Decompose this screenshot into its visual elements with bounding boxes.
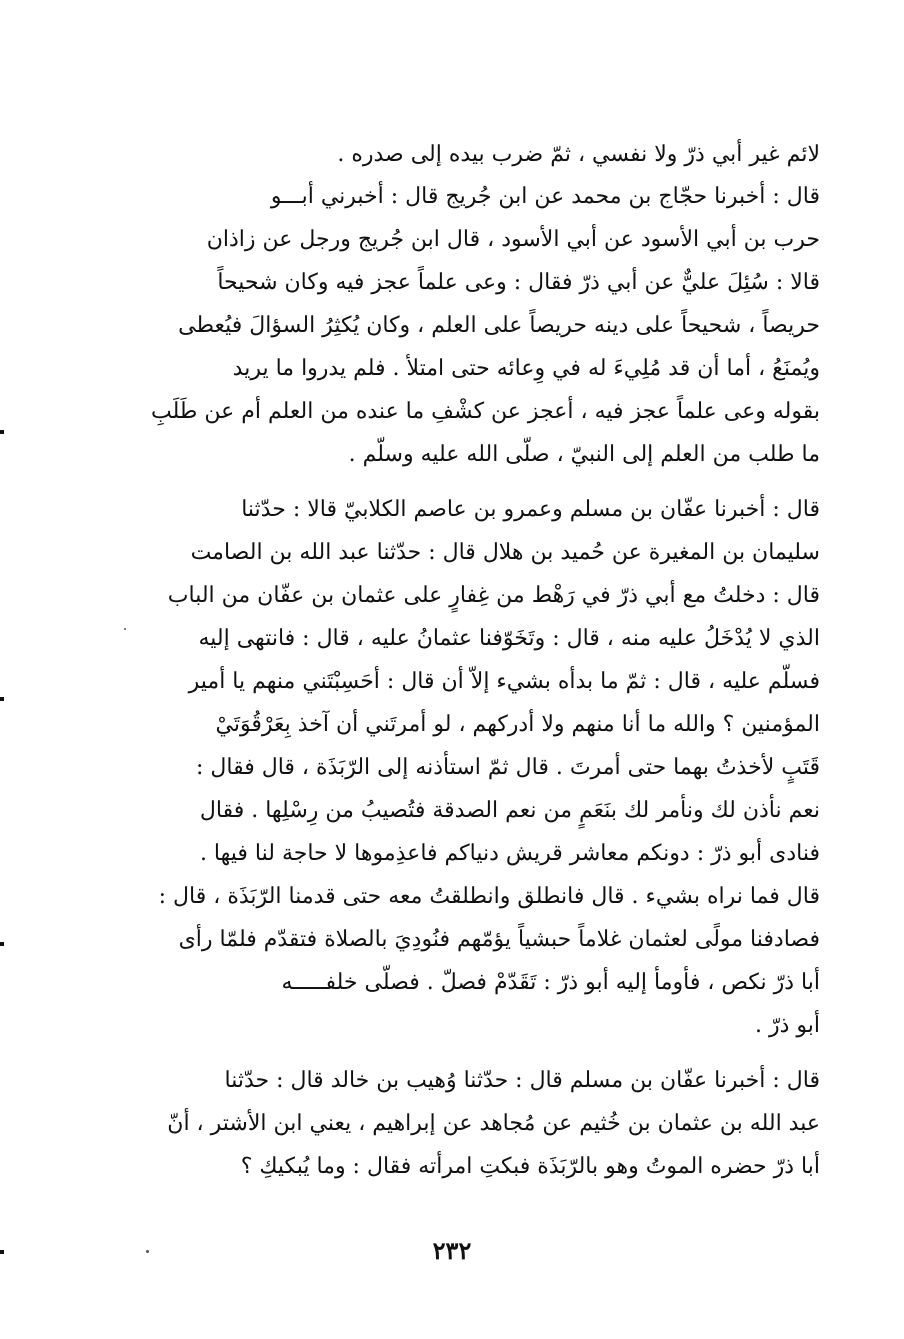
text-line: فنادى أبو ذرّ : دونكم معاشر قريش دنياكم فاعذِموها لا حاجة لنا فيها . <box>199 841 820 866</box>
text-line: قالا : سُئِلَ عليٌّ عن أبي ذرّ فقال : وعى علماً عجز فيه وكان شحيحاً <box>217 270 820 295</box>
text-line: حرب بن أبي الأسود عن أبي الأسود ، قال ابن جُريج ورجل عن زاذان <box>206 227 820 252</box>
print-speck <box>124 628 126 630</box>
text-line: قال : أخبرنا حجّاج بن محمد عن ابن جُريج قال : أخبرني أبـــو <box>270 184 820 209</box>
text-line: أبا ذرّ نكص ، فأومأ إليه أبو ذرّ : تَقَدّمْ فصلّ . فصلّى خلفـــــه <box>281 970 820 995</box>
text-line: فسلّم عليه ، قال : ثمّ ما بدأه بشيء إلاّ أن قال : أحَسِبْتَني منهم يا أمير <box>188 669 820 694</box>
text-line: قال : أخبرنا عفّان بن مسلم وعمرو بن عاصم الكلابيّ قالا : حدّثنا <box>241 497 820 522</box>
text-line: الذي لا يُدْخَلُ عليه منه ، قال : وتَخَوّفنا عثمانُ عليه ، قال : فانتهى إليه <box>198 626 820 651</box>
text-line: عبد الله بن عثمان بن خُثيم عن مُجاهد عن إبراهيم ، يعني ابن الأشتر ، أنّ <box>167 1111 820 1136</box>
text-line: قَتَبٍ لأخذتُ بهما حتى أمرتَ . قال ثمّ استأذنه إلى الرّبَذَة ، قال فقال : <box>196 755 820 780</box>
text-line: فصادفنا مولًى لعثمان غلاماً حبشياً يؤمّهم فنُودِيَ بالصلاة فتقدّم فلمّا رأى <box>178 927 820 952</box>
page-number: ٢٣٢ <box>432 1236 472 1265</box>
print-speck <box>146 1250 149 1253</box>
text-line: أبو ذرّ . <box>754 1013 820 1038</box>
text-line: نعم نأذن لك ونأمر لك بنَعَمٍ من نعم الصدقة فتُصيبُ من رِسْلِها . فقال <box>199 798 820 823</box>
text-line: ويُمنَعُ ، أما أن قد مُلِيءَ له في وِعائه حتى امتلأ . فلم يدروا ما يريد <box>232 356 820 381</box>
text-line: لائم غير أبي ذرّ ولا نفسي ، ثمّ ضرب بيده إلى صدره . <box>337 142 820 167</box>
text-line: أبا ذرّ حضره الموتُ وهو بالرّبَذَة فبكتِ امرأته فقال : وما يُبكيكِ ؟ <box>240 1154 820 1179</box>
margin-mark <box>0 697 4 701</box>
text-line: ما طلب من العلم إلى النبيّ ، صلّى الله عليه وسلّم . <box>348 442 820 467</box>
text-line: قال : دخلتُ مع أبي ذرّ في رَهْط من غِفارٍ على عثمان بن عفّان من الباب <box>167 583 820 608</box>
text-line: حريصاً ، شحيحاً على دينه حريصاً على العلم ، وكان يُكثِرُ السؤالَ فيُعطى <box>178 313 820 338</box>
margin-mark <box>0 1250 4 1254</box>
text-line: قال فما نراه بشيء . قال فانطلق وانطلقتُ معه حتى قدمنا الرّبَذَة ، قال : <box>158 884 820 909</box>
margin-mark <box>0 942 4 946</box>
margin-mark <box>0 430 4 434</box>
text-line: سليمان بن المغيرة عن حُميد بن هلال قال : حدّثنا عبد الله بن الصامت <box>190 540 820 565</box>
text-line: بقوله وعى علماً عجز فيه ، أعجز عن كشْفِ ما عنده من العلم أم عن طَلَبِ <box>151 399 820 424</box>
text-line: المؤمنين ؟ والله ما أنا منهم ولا أدركهم ، لو أمرتَني أن آخذ بِعَرْقُوَتَيْ <box>215 712 820 737</box>
text-line: قال : أخبرنا عفّان بن مسلم قال : حدّثنا وُهيب بن خالد قال : حدّثنا <box>224 1068 820 1093</box>
